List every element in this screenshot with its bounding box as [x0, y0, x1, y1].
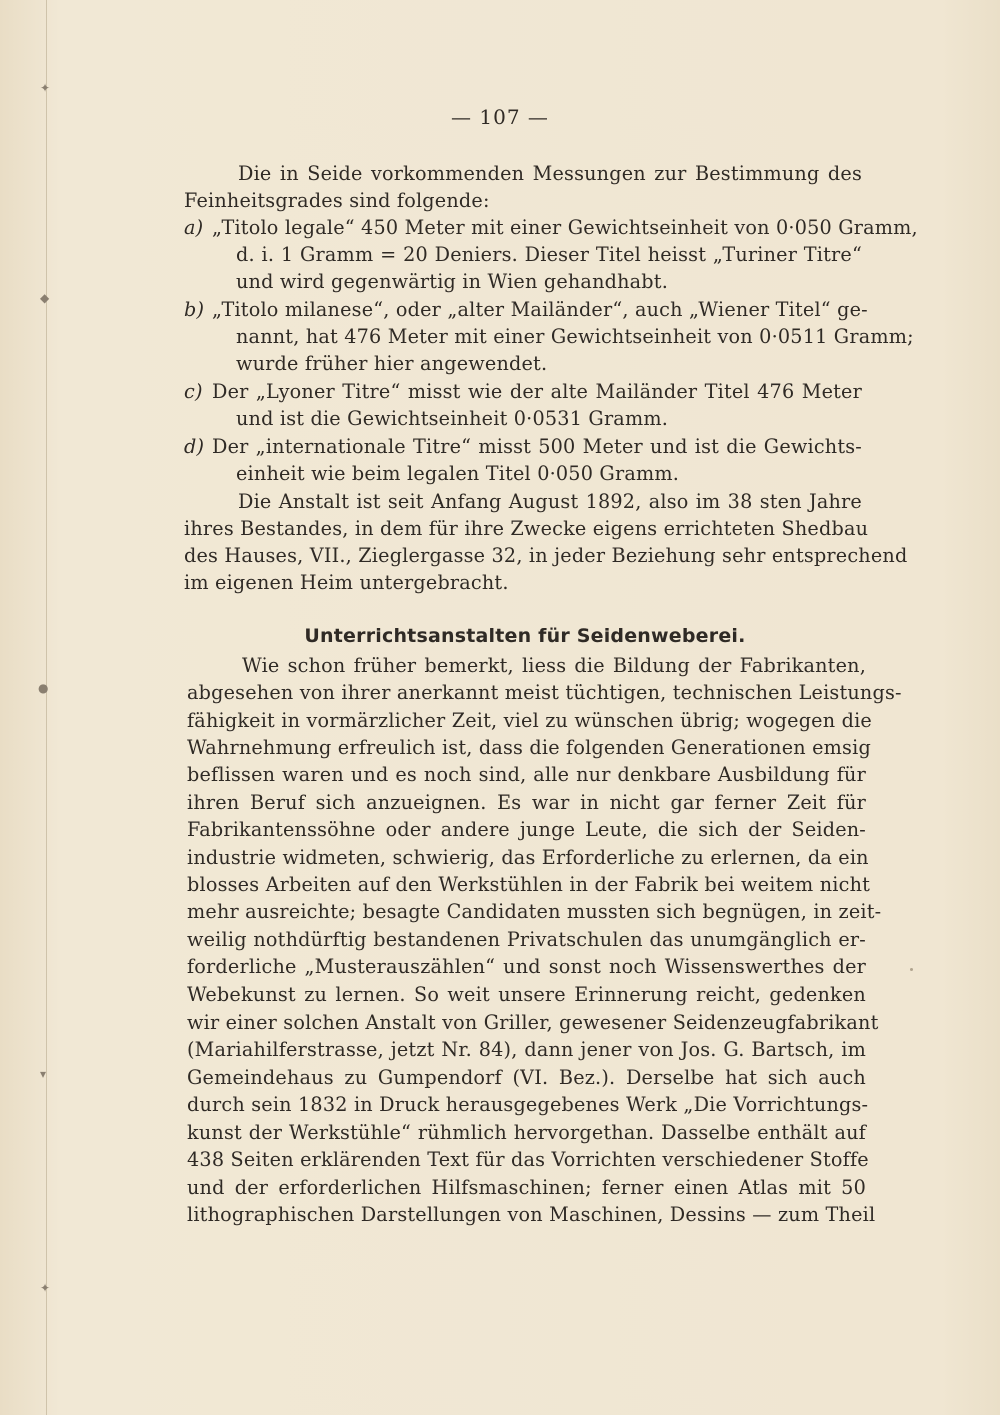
speck-dot	[910, 968, 913, 971]
paragraph-line: Die Anstalt ist seit Anfang August 1892, also im 38 sten Jahre	[238, 490, 862, 513]
paragraph-line: lithographischen Darstellungen von Maschinen, Dessins — zum Theil	[187, 1203, 876, 1226]
list-item-b-line: nannt, hat 476 Meter mit einer Gewichtseinheit von 0·0511 Gramm;	[236, 325, 914, 348]
paragraph-line: im eigenen Heim untergebracht.	[184, 571, 509, 594]
paragraph-line: Webekunst zu lernen. So weit unsere Erinnerung reicht, gedenken	[187, 983, 866, 1006]
item-label: a)	[184, 216, 204, 239]
list-item-a-line: d. i. 1 Gramm = 20 Deniers. Dieser Titel heisst „Turiner Titre“	[236, 243, 862, 266]
paragraph-line: weilig nothdürftig bestandenen Privatschulen das unumgänglich er-	[187, 928, 866, 951]
paragraph-line: wir einer solchen Anstalt von Griller, gewesener Seidenzeugfabrikant	[187, 1011, 879, 1034]
intro-line: Feinheitsgrades sind folgende:	[184, 189, 490, 212]
pin-mark-icon: ▾	[40, 1067, 47, 1081]
pin-mark-icon: ◆	[40, 291, 50, 305]
list-item-b-line: wurde früher hier angewendet.	[236, 352, 548, 375]
paragraph-line: (Mariahilferstrasse, jetzt Nr. 84), dann jener von Jos. G. Bartsch, im	[187, 1038, 866, 1061]
list-item-d-line: einheit wie beim legalen Titel 0·050 Gramm.	[236, 462, 680, 485]
paragraph-line: des Hauses, VII., Zieglergasse 32, in jeder Beziehung sehr entsprechend	[184, 544, 908, 567]
paragraph-line: fähigkeit in vormärzlicher Zeit, viel zu wünschen übrig; wogegen die	[187, 709, 872, 732]
list-item-c-line: und ist die Gewichtseinheit 0·0531 Gramm.	[236, 407, 669, 430]
list-item-c-line: c) Der „Lyoner Titre“ misst wie der alte Mailänder Titel 476 Meter	[184, 380, 862, 403]
pin-mark-icon: ✦	[40, 1281, 51, 1295]
pin-mark-icon: ●	[38, 681, 49, 695]
binding-line	[46, 0, 47, 1415]
paragraph-line: industrie widmeten, schwierig, das Erforderliche zu erlernen, da ein	[187, 846, 869, 869]
paragraph-line: Wie schon früher bemerkt, liess die Bildung der Fabrikanten,	[242, 654, 866, 677]
list-item-a-line: und wird gegenwärtig in Wien gehandhabt.	[236, 270, 668, 293]
paragraph-line: durch sein 1832 in Druck herausgegebenes Werk „Die Vorrichtungs-	[187, 1093, 869, 1116]
paragraph-line: und der erforderlichen Hilfsmaschinen; ferner einen Atlas mit 50	[187, 1176, 866, 1199]
list-item-a-line: a) „Titolo legale“ 450 Meter mit einer Gewichtseinheit von 0·050 Gramm,	[184, 216, 918, 239]
list-item-d-line: d) Der „internationale Titre“ misst 500 Meter und ist die Gewichts-	[184, 435, 862, 458]
paragraph-line: blosses Arbeiten auf den Werkstühlen in der Fabrik bei weitem nicht	[187, 873, 871, 896]
paragraph-line: Gemeindehaus zu Gumpendorf (VI. Bez.). Derselbe hat sich auch	[187, 1066, 866, 1089]
intro-line: Die in Seide vorkommenden Messungen zur Bestimmung des	[238, 162, 862, 185]
paragraph-line: ihres Bestandes, in dem für ihre Zwecke eigens errichteten Shedbau	[184, 517, 869, 540]
paragraph-line: beflissen waren und es noch sind, alle nur denkbare Ausbildung für	[187, 763, 866, 786]
item-label: c)	[184, 380, 203, 403]
item-label: d)	[184, 435, 205, 458]
section-heading: Unterrichtsanstalten für Seidenweberei.	[304, 625, 746, 647]
paragraph-line: kunst der Werkstühle“ rühmlich hervorgethan. Dasselbe enthält auf	[187, 1121, 866, 1144]
pin-mark-icon: ✦	[40, 81, 51, 95]
paragraph-line: Fabrikantenssöhne oder andere junge Leute, die sich der Seiden-	[187, 818, 866, 841]
paragraph-line: 438 Seiten erklärenden Text für das Vorrichten verschiedener Stoffe	[187, 1148, 869, 1171]
paragraph-line: ihren Beruf sich anzueignen. Es war in nicht gar ferner Zeit für	[187, 791, 866, 814]
page-number: — 107 —	[451, 105, 549, 129]
paragraph-line: forderliche „Musterauszählen“ und sonst noch Wissenswerthes der	[187, 955, 866, 978]
paragraph-line: Wahrnehmung erfreulich ist, dass die folgenden Generationen emsig	[187, 736, 871, 759]
list-item-b-line: b) „Titolo milanese“, oder „alter Mailänder“, auch „Wiener Titel“ ge-	[184, 298, 868, 321]
item-label: b)	[184, 298, 205, 321]
paragraph-line: abgesehen von ihrer anerkannt meist tüchtigen, technischen Leistungs-	[187, 681, 902, 704]
paragraph-line: mehr ausreichte; besagte Candidaten mussten sich begnügen, in zeit-	[187, 900, 882, 923]
